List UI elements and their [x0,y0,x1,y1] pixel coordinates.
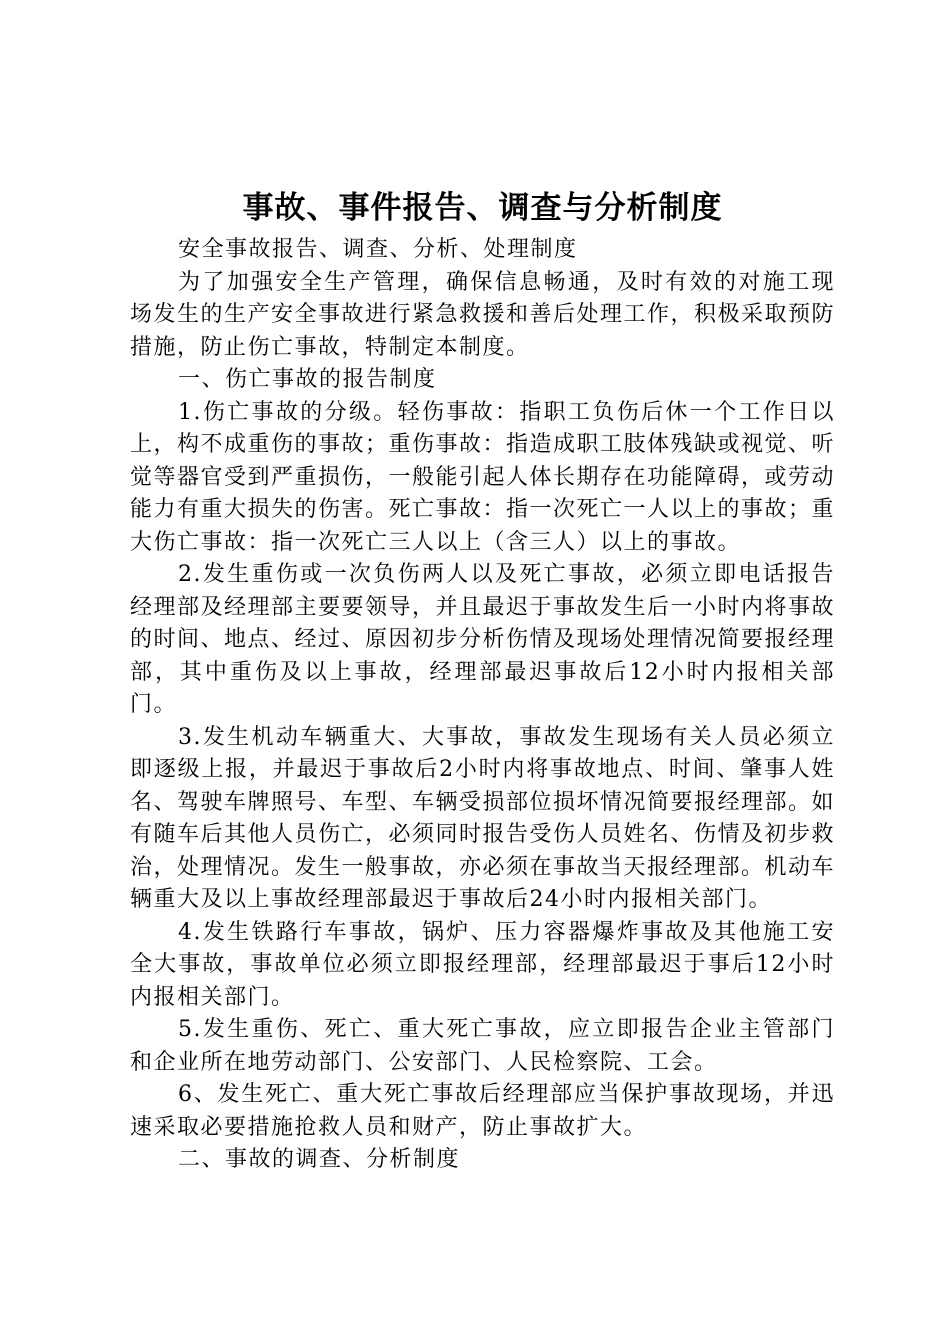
section-heading-2: 二、事故的调查、分析制度 [178,1147,461,1172]
clause-2-paragraph: 2.发生重伤或一次负伤两人以及死亡事故，必须立即电话报告经理部及经理部主要要领导，并且最迟于事故发生后一小时内将事故的时间、地点、经过、原因初步分析伤情及现场处理情况简要报经理部，其中重伤及以上事故，经理部最迟事故后12小时内报相关部门。 [130,562,836,717]
clause-3-paragraph: 3.发生机动车辆重大、大事故，事故发生现场有关人员必须立即逐级上报，并最迟于事故后2小时内将事故地点、时间、肇事人姓名、驾驶车牌照号、车型、车辆受损部位损坏情况简要报经理部。如有随车后其他人员伤亡，必须同时报告受伤人员姓名、伤情及初步救治，处理情况。发生一般事故，亦必须在事故当天报经理部。机动车辆重大及以上事故经理部最迟于事故后24小时内报相关部门。 [130,724,836,912]
intro-paragraph: 为了加强安全生产管理，确保信息畅通，及时有效的对施工现场发生的生产安全事故进行紧急救援和善后处理工作，积极采取预防措施，防止伤亡事故，特制定本制度。 [130,269,836,360]
document-title: 事故、事件报告、调查与分析制度 [242,190,723,226]
section-heading-1: 一、伤亡事故的报告制度 [178,367,437,392]
document-page [130,188,835,1177]
subtitle-paragraph: 安全事故报告、调查、分析、处理制度 [178,237,578,262]
clause-4-paragraph: 4.发生铁路行车事故，锅炉、压力容器爆炸事故及其他施工安全大事故，事故单位必须立即报经理部，经理部最迟于事后12小时内报相关部门。 [130,919,835,1010]
clause-6-paragraph: 6、发生死亡、重大死亡事故后经理部应当保护事故现场，并迅速采取必要措施抢救人员和财产，防止事故扩大。 [130,1082,835,1140]
clause-1-paragraph: 1.伤亡事故的分级。轻伤事故：指职工负伤后休一个工作日以上，构不成重伤的事故；重伤事故：指造成职工肢体残缺或视觉、听觉等器官受到严重损伤，一般能引起人体长期存在功能障碍，或劳动能力有重大损失的伤害。死亡事故：指一次死亡一人以上的事故；重大伤亡事故：指一次死亡三人以上（含三人）以上的事故。 [130,399,836,555]
clause-5-paragraph: 5.发生重伤、死亡、重大死亡事故，应立即报告企业主管部门和企业所在地劳动部门、公安部门、人民检察院、工会。 [130,1017,835,1075]
